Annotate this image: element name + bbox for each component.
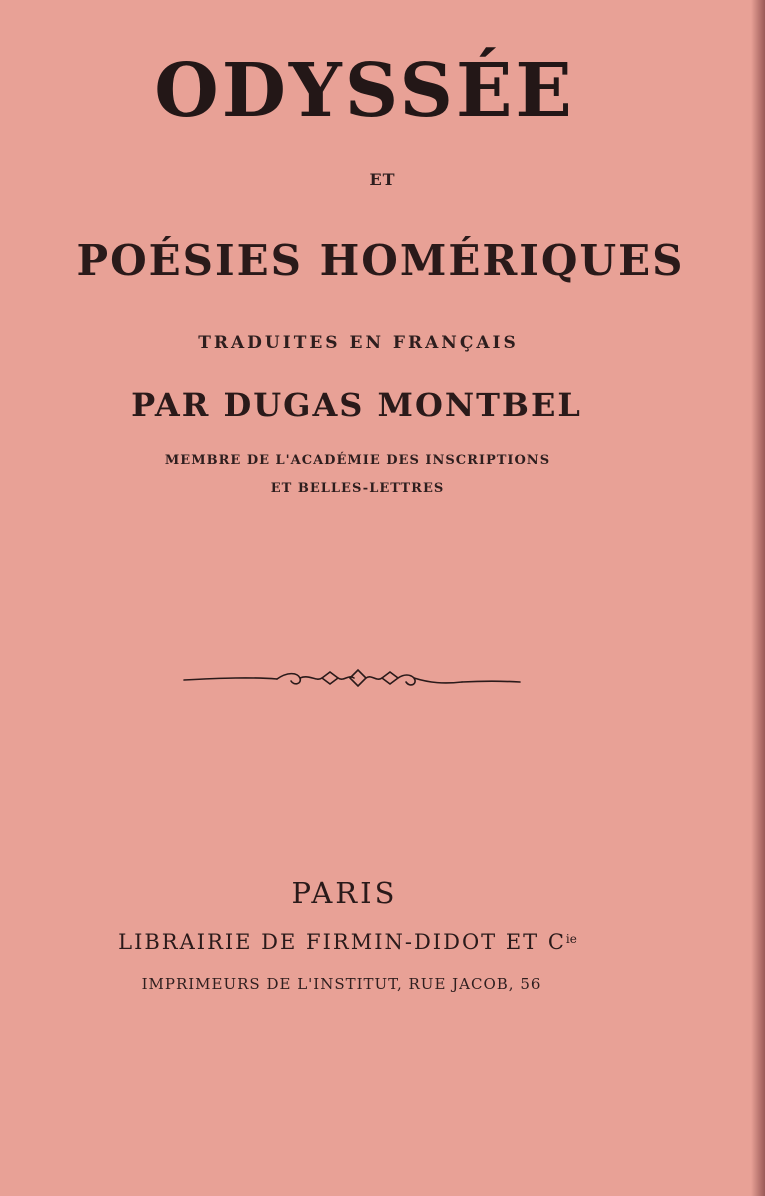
translator-name: PAR DUGAS MONTBEL xyxy=(131,386,582,424)
publisher-name: LIBRAIRIE DE FIRMIN-DIDOT ET C xyxy=(118,930,566,954)
translator-affiliation-line1: MEMBRE DE L'ACADÉMIE DES INSCRIPTIONS xyxy=(164,453,551,468)
translation-note: TRADUITES EN FRANÇAIS xyxy=(198,333,519,353)
imprint-publisher xyxy=(0,930,730,954)
translator-affiliation-line2: ET BELLES-LETTRES xyxy=(270,481,445,496)
book-subtitle: POÉSIES HOMÉRIQUES xyxy=(76,236,685,285)
publisher-superscript: ie xyxy=(565,932,577,946)
title-conjunction: ET xyxy=(369,170,396,189)
book-title: ODYSSÉE xyxy=(154,48,575,134)
ornament-divider xyxy=(182,664,522,700)
imprint-city: PARIS xyxy=(291,876,398,910)
imprint-printer-address: IMPRIMEURS DE L'INSTITUT, RUE JACOB, 56 xyxy=(141,975,542,993)
